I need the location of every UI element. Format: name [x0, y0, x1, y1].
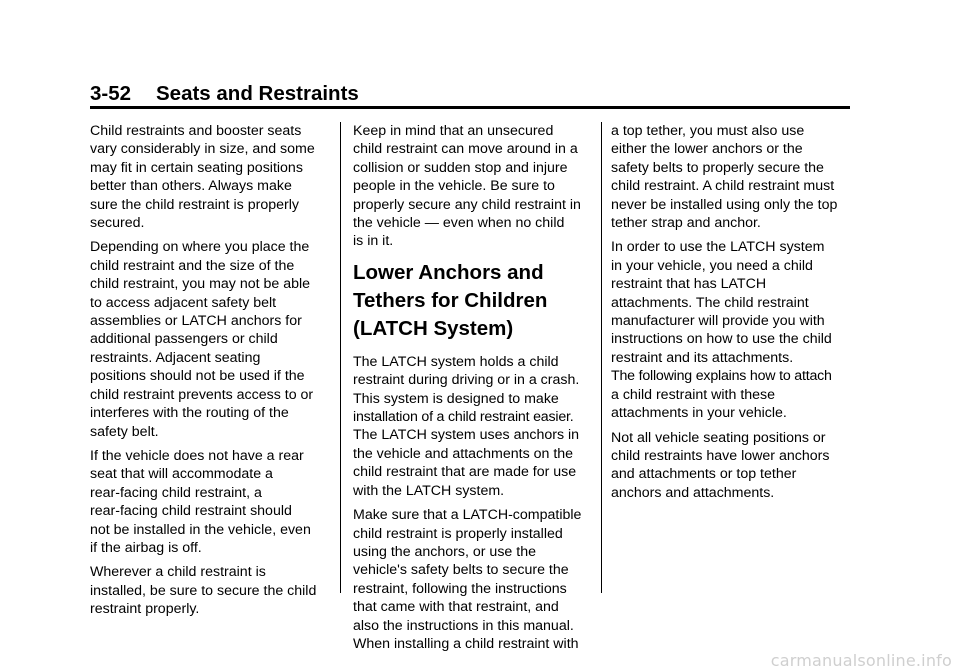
text-line: restraint properly. [90, 601, 200, 618]
text-line: sure the child restraint is properly [90, 196, 299, 213]
text-line: if the airbag is off. [90, 539, 202, 556]
text-line: child restraint. A child restraint must [611, 178, 835, 195]
text-line: installed, be sure to secure the child [90, 582, 317, 599]
column-3 [611, 122, 851, 508]
paragraph [90, 238, 330, 440]
text-line: and attachments or top tether [611, 466, 797, 483]
text-line: When installing a child restraint with [353, 635, 579, 652]
text-line: to access adjacent safety belt [90, 294, 277, 311]
paragraph [90, 122, 330, 232]
text-line: attachments. The child restraint [611, 294, 809, 311]
text-line: This system is designed to make [353, 390, 559, 407]
text-line: safety belt. [90, 423, 159, 440]
text-line: tether strap and anchor. [611, 215, 761, 232]
text-line: restraint and its attachments. [611, 349, 794, 366]
header-rule [90, 106, 850, 109]
text-line: either the lower anchors or the [611, 141, 803, 158]
text-line: is in it. [353, 233, 394, 250]
heading-line: (LATCH System) [353, 316, 514, 340]
paragraph [353, 353, 595, 500]
text-line: properly secure any child restraint in [353, 196, 581, 213]
text-line: restraint that has LATCH [611, 276, 767, 293]
text-line: anchors and attachments. [611, 484, 775, 501]
text-line: with the LATCH system. [353, 482, 505, 499]
text-line: restraint, following the instructions [353, 580, 567, 597]
text-line: Wherever a child restraint is [90, 564, 266, 581]
text-line: child restraint, you may not be able [90, 276, 311, 293]
text-line: The following explains how to attach [611, 368, 832, 385]
paragraph [611, 429, 851, 503]
watermark-text: carmanualsonline.info [770, 651, 952, 670]
column-divider [601, 122, 602, 593]
text-line: the vehicle — even when no child [353, 215, 565, 232]
section-heading [353, 259, 595, 343]
text-line: the vehicle and attachments on the [353, 445, 574, 462]
page-number: 3-52 [90, 82, 132, 105]
text-line: restraints. Adjacent seating [90, 349, 261, 366]
text-line: child restraint is properly installed [353, 525, 563, 542]
text-line: that came with that restraint, and [353, 599, 559, 616]
text-line: manufacturer will provide you with [611, 313, 825, 330]
heading-line: Tethers for Children [353, 288, 548, 312]
heading-line: Lower Anchors and [353, 260, 544, 284]
column-1 [90, 122, 330, 625]
text-line: a child restraint with these [611, 386, 776, 403]
text-line: Make sure that a LATCH-compatible [353, 507, 582, 524]
text-line: seat that will accommodate a [90, 466, 273, 483]
text-line: secured. [90, 215, 145, 232]
text-line: In order to use the LATCH system [611, 239, 825, 256]
text-line: in your vehicle, you need a child [611, 257, 813, 274]
paragraph [353, 122, 595, 251]
text-line: Depending on where you place the [90, 239, 310, 256]
text-line: child restraint and the size of the [90, 257, 295, 274]
text-line: child restraint that are made for use [353, 464, 577, 481]
paragraph [611, 238, 851, 422]
text-line: additional passengers or child [90, 331, 278, 348]
text-line: vary considerably in size, and some [90, 141, 315, 158]
text-line: child restraint prevents access to or [90, 386, 314, 403]
text-line: Child restraints and booster seats [90, 123, 302, 139]
page-header [90, 82, 850, 106]
text-line: The LATCH system uses anchors in [353, 427, 580, 444]
text-line: instructions on how to use the child [611, 331, 832, 348]
text-line: better than others. Always make [90, 178, 292, 195]
paragraph [90, 563, 330, 618]
text-line: never be installed using only the top [611, 196, 838, 213]
text-line: also the instructions in this manual. [353, 617, 574, 634]
text-line: a top tether, you must also use [611, 123, 805, 139]
text-line: interferes with the routing of the [90, 405, 289, 422]
paragraph [611, 122, 851, 232]
text-line: using the anchors, or use the [353, 543, 536, 560]
text-line: If the vehicle does not have a rear [90, 447, 304, 464]
text-line: vehicle's safety belts to secure the [353, 562, 569, 579]
column-divider [340, 122, 341, 593]
text-line: rear-facing child restraint should [90, 503, 292, 520]
text-line: child restraint can move around in a [353, 141, 578, 158]
text-line: Keep in mind that an unsecured [353, 123, 554, 139]
section-title: Seats and Restraints [156, 82, 359, 105]
text-line: not be installed in the vehicle, even [90, 521, 311, 538]
text-line: installation of a child restraint easier. [353, 409, 574, 426]
text-line: collision or sudden stop and injure [353, 159, 568, 176]
text-line: The LATCH system holds a child [353, 353, 559, 370]
text-line: rear-facing child restraint, a [90, 484, 262, 501]
text-line: Not all vehicle seating positions or [611, 429, 826, 446]
paragraph [90, 447, 330, 557]
text-line: may fit in certain seating positions [90, 159, 303, 176]
text-line: positions should not be used if the [90, 368, 305, 385]
text-line: assemblies or LATCH anchors for [90, 313, 302, 330]
text-line: restraint during driving or in a crash. [353, 372, 580, 389]
paragraph [353, 506, 595, 653]
text-line: attachments in your vehicle. [611, 405, 787, 422]
text-line: safety belts to properly secure the [611, 159, 824, 176]
column-2 [353, 122, 595, 659]
text-line: people in the vehicle. Be sure to [353, 178, 555, 195]
text-line: child restraints have lower anchors [611, 447, 830, 464]
